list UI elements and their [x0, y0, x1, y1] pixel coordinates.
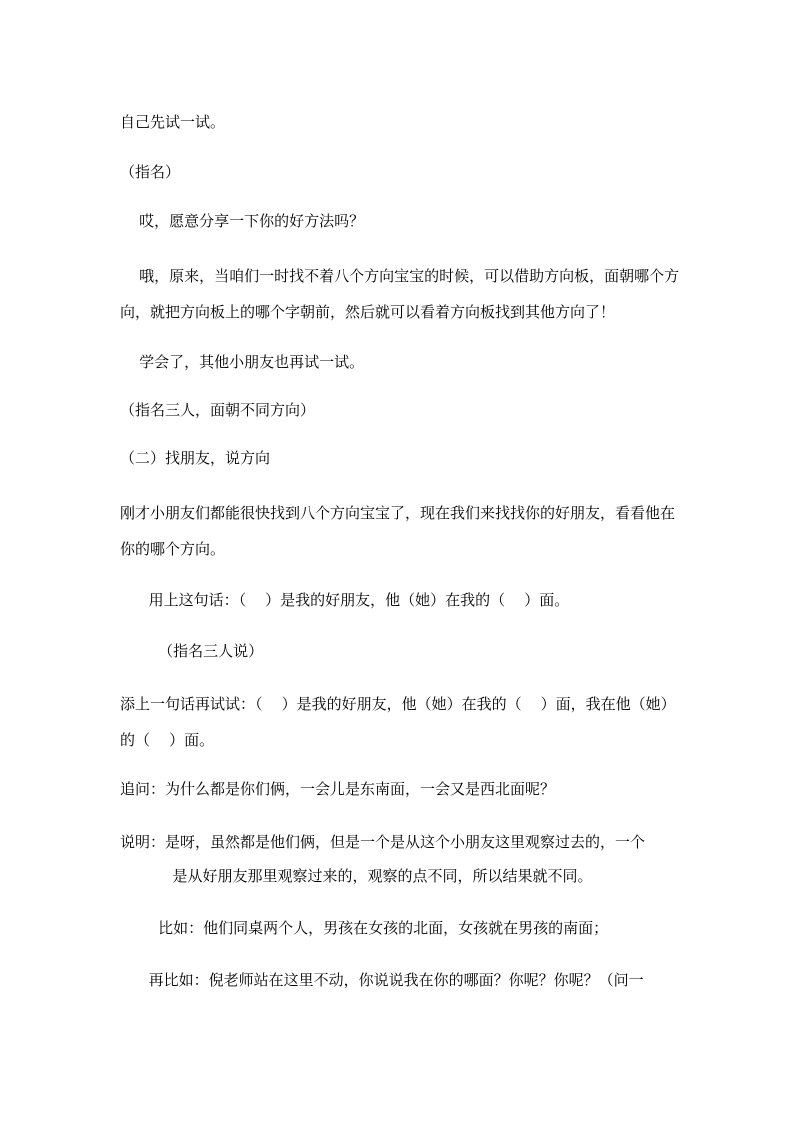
paragraph-direction-board: 哦，原来，当咱们一时找不着八个方向宝宝的时候，可以借助方向板，面朝哪个方向，就把方向板上的哪个字朝前，然后就可以看着方向板找到其他方向了！	[120, 267, 680, 321]
section-heading-find-friend: （二）找朋友，说方向	[120, 449, 271, 467]
paragraph-try: 自己先试一试。	[120, 113, 226, 131]
paragraph-example-2: 再比如：倪老师站在这里不动，你说说我在你的哪面？你呢？你呢？（问一	[120, 971, 644, 989]
paragraph-share: 哎，愿意分享一下你的好方法吗？	[120, 212, 365, 230]
paragraph-sentence-pattern: 用上这句话：（ ）是我的好朋友，他（她）在我的（ ）面。	[120, 591, 570, 609]
paragraph-call-three: （指名三人，面朝不同方向）	[120, 401, 316, 419]
paragraph-find-friend: 刚才小朋友们都能很快找到八个方向宝宝了，现在我们来找找你的好朋友，看看他在你的哪个方向。	[120, 504, 676, 558]
paragraph-explain-1: 说明：是呀，虽然都是他们俩，但是一个是从这个小朋友这里观察过去的，一个	[120, 833, 646, 851]
paragraph-call-name: （指名）	[120, 163, 181, 181]
paragraph-learned: 学会了，其他小朋友也再试一试。	[120, 353, 365, 371]
paragraph-call-three-say: （指名三人说）	[120, 642, 264, 660]
paragraph-follow-up: 追问：为什么都是你们俩，一会儿是东南面，一会又是西北面呢？	[120, 780, 556, 798]
paragraph-add-sentence: 添上一句话再试试：（ ）是我的好朋友，他（她）在我的（ ）面，我在他（她）的（ ）面。	[120, 695, 676, 749]
paragraph-explain-2: 是从好朋友那里观察过来的，观察的点不同，所以结果就不同。	[120, 867, 593, 885]
paragraph-example-1: 比如：他们同桌两个人，男孩在女孩的北面，女孩就在男孩的南面；	[120, 919, 609, 937]
